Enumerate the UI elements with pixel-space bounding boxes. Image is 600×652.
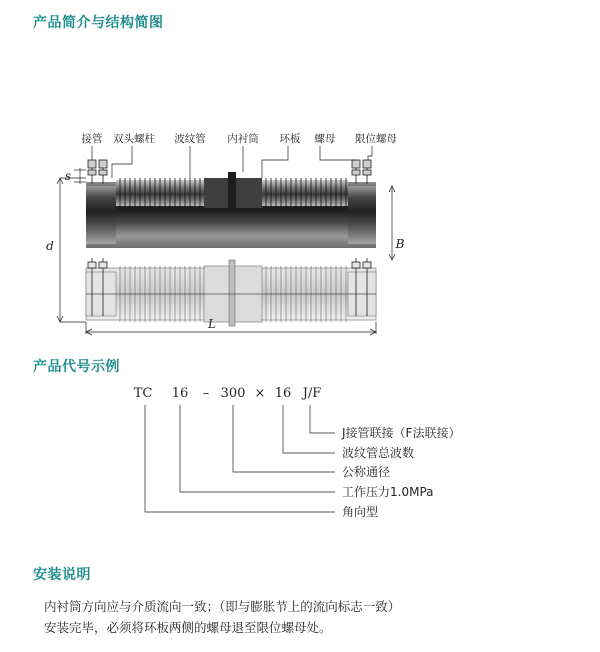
callout-label-3: 内衬筒: [227, 133, 259, 145]
product-code-example: [0, 375, 600, 545]
structure-diagram: [0, 60, 600, 340]
dimension-label-B: B: [395, 237, 405, 251]
stud-hardware-upper-right: [352, 160, 371, 184]
callout-label-4: 环板: [279, 133, 301, 145]
install-line-0: 内衬筒方向应与介质流向一致；（即与膨胀节上的流向标志一致）: [44, 599, 401, 614]
dimension-label-s: s: [64, 169, 72, 183]
callout-label-6: 限位螺母: [355, 133, 397, 145]
dimension-label-L: L: [208, 317, 216, 331]
code-desc-4: 角向型: [342, 505, 379, 519]
callout-label-5: 螺母: [314, 133, 336, 145]
callout-label-2: 波纹管: [174, 133, 206, 145]
code-token-4: ×: [254, 386, 266, 401]
install-line-1: 安装完毕，必须将环板两侧的螺母退至限位螺母处。: [44, 620, 332, 635]
code-desc-1: 波纹管总波数: [342, 446, 415, 460]
code-token-0: TC: [133, 386, 153, 401]
code-token-6: J/F: [302, 386, 322, 401]
stud-hardware-upper-left: [88, 160, 107, 184]
callout-label-1: 双头螺柱: [113, 133, 155, 145]
code-token-2: –: [202, 386, 210, 401]
code-token-3: 300: [220, 386, 246, 401]
code-token-5: 16: [274, 386, 292, 401]
section-title-code: 产品代号示例: [33, 359, 120, 375]
code-token-1: 16: [171, 386, 189, 401]
code-desc-2: 公称通径: [342, 465, 391, 479]
code-desc-0: J接管联接（F法联接）: [342, 426, 461, 440]
callout-label-0: 接管: [81, 133, 103, 145]
installation-notes: [44, 596, 564, 638]
code-desc-3: 工作压力1.0MPa: [342, 485, 434, 499]
section-title-intro: 产品简介与结构简图: [33, 15, 164, 31]
section-title-install: 安装说明: [33, 567, 91, 583]
dimension-label-d: d: [46, 239, 54, 253]
